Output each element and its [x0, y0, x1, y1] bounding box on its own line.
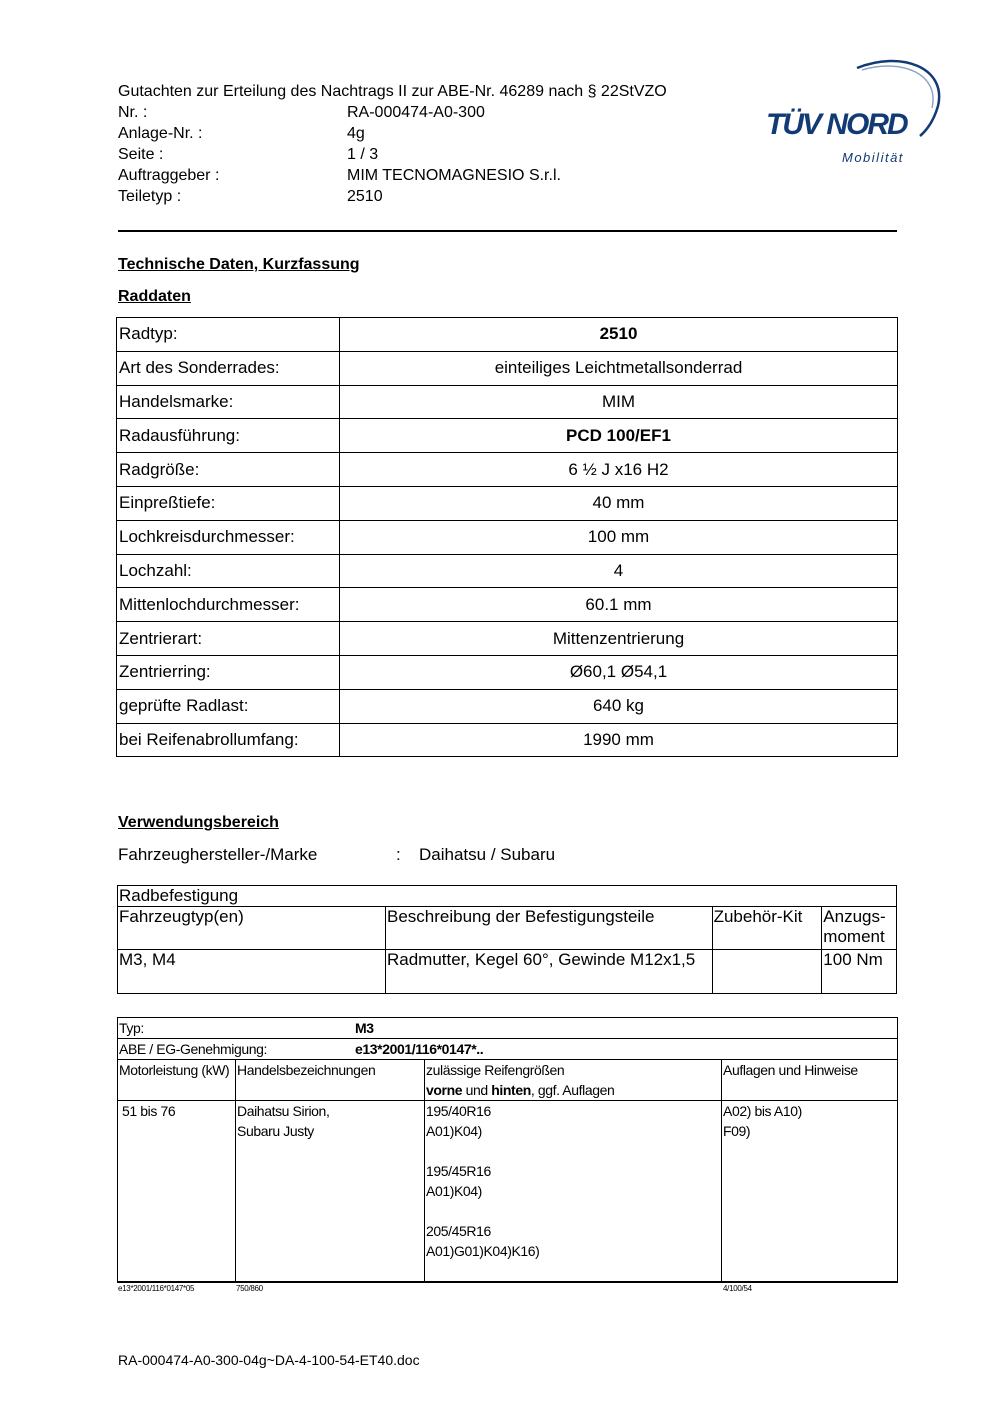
raddaten-label: Radausführung: — [117, 419, 340, 453]
raddaten-label: Zentrierart: — [117, 622, 340, 656]
footer-code-abe: e13*2001/116*0147*05 — [118, 1284, 195, 1293]
document-title: Gutachten zur Erteilung des Nachtrags II zur ABE-Nr. 46289 nach § 22StVZO — [118, 83, 667, 100]
raddaten-value: MIM — [340, 385, 898, 419]
raddaten-row — [117, 588, 898, 622]
raddaten-value: 1990 mm — [340, 723, 898, 757]
teiletyp-label: Teiletyp : — [118, 188, 182, 205]
names-cell — [236, 1101, 425, 1282]
anlage-label: Anlage-Nr. : — [118, 125, 203, 142]
raddaten-value: 6 ½ J x16 H2 — [340, 453, 898, 487]
raddaten-value: einteiliges Leichtmetallsonderrad — [340, 351, 898, 385]
col-vorne: vorne — [426, 1082, 463, 1098]
col-und: und — [462, 1082, 492, 1098]
raddaten-label: Radtyp: — [117, 318, 340, 352]
col-auflagen-hinweise: Auflagen und Hinweise — [722, 1060, 898, 1101]
raddaten-value: Mittenzentrierung — [340, 622, 898, 656]
hersteller-value: Daihatsu / Subaru — [419, 845, 556, 864]
power-value: 51 bis 76 — [118, 1101, 236, 1282]
seite-label: Seite : — [118, 146, 164, 163]
auftraggeber-value: MIM TECNOMAGNESIO S.r.l. — [347, 167, 561, 184]
raddaten-label: Lochkreisdurchmesser: — [117, 520, 340, 554]
col-handelsbezeichnungen: Handelsbezeichnungen — [236, 1060, 425, 1101]
hersteller-colon: : — [396, 845, 401, 864]
bef-fahrzeugtyp: M3, M4 — [118, 950, 386, 994]
tyres-cell — [425, 1101, 722, 1282]
hersteller-label: Fahrzeughersteller-/Marke — [118, 845, 318, 864]
col-reifengroessen-line1: zulässige Reifengrößen — [426, 1062, 565, 1078]
footer-code-pcd: 4/100/54 — [723, 1284, 752, 1293]
raddaten-row — [117, 520, 898, 554]
raddaten-row — [117, 453, 898, 487]
raddaten-row — [117, 385, 898, 419]
col-hinten: hinten — [491, 1082, 531, 1098]
typ-label: Typ: — [119, 1020, 144, 1036]
raddaten-label: Lochzahl: — [117, 554, 340, 588]
tyre-codes: A01)G01)K04)K16) — [426, 1243, 540, 1259]
raddaten-value: 60.1 mm — [340, 588, 898, 622]
raddaten-row — [117, 554, 898, 588]
col-motorleistung: Motorleistung (kW) — [118, 1060, 236, 1101]
typ-table — [117, 1017, 898, 1283]
raddaten-row — [117, 723, 898, 757]
raddaten-row — [117, 419, 898, 453]
raddaten-title: Raddaten — [118, 288, 191, 305]
raddaten-value: Ø60,1 Ø54,1 — [340, 655, 898, 689]
raddaten-value: 2510 — [340, 318, 898, 352]
bef-header-fahrzeugtyp: Fahrzeugtyp(en) — [118, 907, 386, 950]
raddaten-label: Art des Sonderrades: — [117, 351, 340, 385]
notes-cell — [722, 1101, 898, 1282]
tyre-codes: A01)K04) — [426, 1183, 482, 1199]
raddaten-label: Zentrierring: — [117, 655, 340, 689]
col-auflagen-suffix: , ggf. Auflagen — [530, 1082, 615, 1098]
logo-subtitle: Mobilität — [842, 150, 904, 165]
header-divider — [118, 230, 897, 232]
bef-beschreibung: Radmutter, Kegel 60°, Gewinde M12x1,5 — [385, 950, 712, 994]
radbefestigung-title: Radbefestigung — [118, 886, 897, 907]
raddaten-value: 100 mm — [340, 520, 898, 554]
raddaten-value: 4 — [340, 554, 898, 588]
tyre-size: 205/45R16 — [426, 1223, 491, 1239]
radbefestigung-table — [117, 885, 897, 994]
teiletyp-value: 2510 — [347, 188, 383, 205]
anlage-value: 4g — [347, 125, 365, 142]
note-item: F09) — [723, 1123, 751, 1139]
bef-header-anzugsmoment: Anzugs-moment — [822, 907, 897, 950]
raddaten-value: 640 kg — [340, 689, 898, 723]
logo-text: TÜV NORD — [766, 108, 907, 141]
raddaten-label: Einpreßtiefe: — [117, 486, 340, 520]
raddaten-row — [117, 655, 898, 689]
name-item: Daihatsu Sirion, — [237, 1103, 330, 1119]
raddaten-row — [117, 351, 898, 385]
footer-filename: RA-000474-A0-300-04g~DA-4-100-54-ET40.doc — [118, 1352, 420, 1368]
bef-zubehoer — [712, 950, 822, 994]
tyre-codes: A01)K04) — [426, 1123, 482, 1139]
raddaten-row — [117, 622, 898, 656]
bef-header-zubehoer: Zubehör-Kit — [712, 907, 822, 950]
raddaten-table — [116, 317, 898, 757]
tyre-size: 195/45R16 — [426, 1163, 491, 1179]
abe-label: ABE / EG-Genehmigung: — [119, 1041, 268, 1057]
raddaten-label: bei Reifenabrollumfang: — [117, 723, 340, 757]
seite-value: 1 / 3 — [347, 146, 379, 163]
raddaten-label: Handelsmarke: — [117, 385, 340, 419]
auftraggeber-label: Auftraggeber : — [118, 167, 220, 184]
raddaten-label: geprüfte Radlast: — [117, 689, 340, 723]
bef-header-beschreibung: Beschreibung der Befestigungsteile — [385, 907, 712, 950]
nr-label: Nr. : — [118, 104, 148, 121]
footer-code-load: 750/860 — [236, 1284, 263, 1293]
raddaten-row — [117, 486, 898, 520]
verwendungsbereich-title: Verwendungsbereich — [118, 814, 279, 831]
raddaten-row — [117, 318, 898, 352]
col-reifengroessen — [425, 1060, 722, 1101]
raddaten-label: Mittenlochdurchmesser: — [117, 588, 340, 622]
raddaten-value: 40 mm — [340, 486, 898, 520]
section-title: Technische Daten, Kurzfassung — [118, 256, 360, 273]
name-item: Subaru Justy — [237, 1123, 314, 1139]
note-item: A02) bis A10) — [723, 1103, 802, 1119]
raddaten-row — [117, 689, 898, 723]
nr-value: RA-000474-A0-300 — [347, 104, 485, 121]
raddaten-value: PCD 100/EF1 — [340, 419, 898, 453]
tyre-size: 195/40R16 — [426, 1103, 491, 1119]
abe-value: e13*2001/116*0147*.. — [355, 1041, 484, 1057]
typ-value: M3 — [355, 1020, 374, 1036]
raddaten-label: Radgröße: — [117, 453, 340, 487]
bef-anzugsmoment: 100 Nm — [822, 950, 897, 994]
